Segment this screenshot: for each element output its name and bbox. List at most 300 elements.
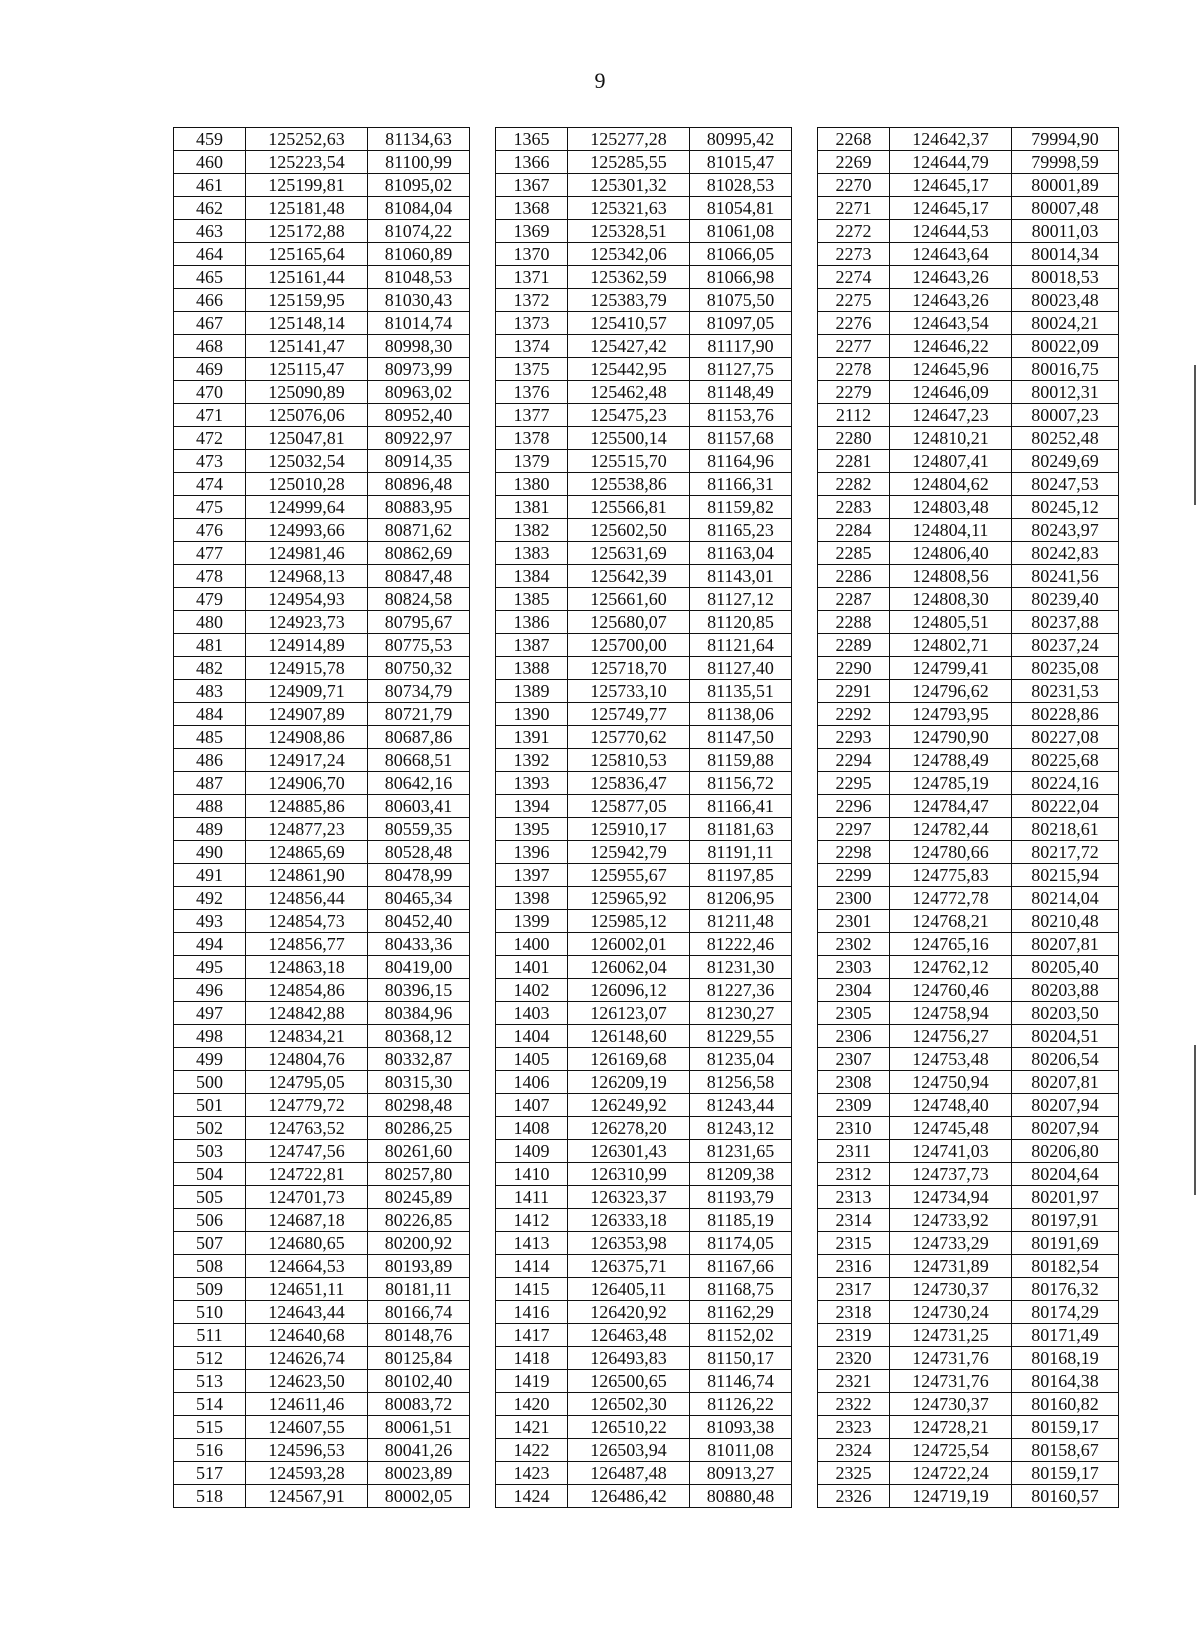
group-3-y-coordinate: 80215,94 (1012, 864, 1119, 887)
group-3-y-coordinate: 80241,56 (1012, 565, 1119, 588)
group-2-y-coordinate: 81152,02 (690, 1324, 792, 1347)
column-gap (470, 496, 496, 519)
table-row (174, 1163, 1119, 1186)
group-1-x-coordinate: 125181,48 (246, 197, 368, 220)
group-1-point-number: 481 (174, 634, 246, 657)
group-1-x-coordinate: 124854,86 (246, 979, 368, 1002)
group-1-point-number: 495 (174, 956, 246, 979)
group-1-point-number: 477 (174, 542, 246, 565)
group-3-point-number: 2294 (818, 749, 890, 772)
group-2-x-coordinate: 126096,12 (568, 979, 690, 1002)
column-gap (792, 1186, 818, 1209)
column-gap (470, 611, 496, 634)
group-2-x-coordinate: 125942,79 (568, 841, 690, 864)
group-3-x-coordinate: 124642,37 (890, 128, 1012, 151)
group-3-point-number: 2322 (818, 1393, 890, 1416)
group-3-point-number: 2290 (818, 657, 890, 680)
column-gap (470, 1301, 496, 1324)
column-gap (470, 312, 496, 335)
group-3-y-coordinate: 80160,82 (1012, 1393, 1119, 1416)
group-2-point-number: 1420 (496, 1393, 568, 1416)
group-1-y-coordinate: 80125,84 (368, 1347, 470, 1370)
group-3-point-number: 2318 (818, 1301, 890, 1324)
group-3-y-coordinate: 80237,24 (1012, 634, 1119, 657)
group-2-y-coordinate: 81229,55 (690, 1025, 792, 1048)
group-1-point-number: 484 (174, 703, 246, 726)
group-3-x-coordinate: 124793,95 (890, 703, 1012, 726)
column-gap (470, 565, 496, 588)
group-1-x-coordinate: 124915,78 (246, 657, 368, 680)
group-1-x-coordinate: 124856,44 (246, 887, 368, 910)
group-3-point-number: 2304 (818, 979, 890, 1002)
group-2-x-coordinate: 125362,59 (568, 266, 690, 289)
group-3-y-coordinate: 80228,86 (1012, 703, 1119, 726)
table-row (174, 358, 1119, 381)
group-1-x-coordinate: 124906,70 (246, 772, 368, 795)
group-2-point-number: 1404 (496, 1025, 568, 1048)
group-3-x-coordinate: 124731,76 (890, 1370, 1012, 1393)
table-row (174, 473, 1119, 496)
group-2-x-coordinate: 125836,47 (568, 772, 690, 795)
group-3-y-coordinate: 80012,31 (1012, 381, 1119, 404)
column-gap (792, 634, 818, 657)
group-2-x-coordinate: 125442,95 (568, 358, 690, 381)
group-3-y-coordinate: 80205,40 (1012, 956, 1119, 979)
group-1-point-number: 497 (174, 1002, 246, 1025)
group-2-y-coordinate: 81162,29 (690, 1301, 792, 1324)
column-gap (470, 1163, 496, 1186)
group-2-x-coordinate: 126486,42 (568, 1485, 690, 1508)
group-2-y-coordinate: 81011,08 (690, 1439, 792, 1462)
group-2-x-coordinate: 125277,28 (568, 128, 690, 151)
group-2-point-number: 1398 (496, 887, 568, 910)
group-1-y-coordinate: 80368,12 (368, 1025, 470, 1048)
group-3-x-coordinate: 124758,94 (890, 1002, 1012, 1025)
column-gap (792, 910, 818, 933)
group-1-y-coordinate: 80083,72 (368, 1393, 470, 1416)
group-3-y-coordinate: 80239,40 (1012, 588, 1119, 611)
column-gap (470, 473, 496, 496)
group-1-x-coordinate: 124763,52 (246, 1117, 368, 1140)
column-gap (792, 795, 818, 818)
group-3-point-number: 2321 (818, 1370, 890, 1393)
group-1-y-coordinate: 80166,74 (368, 1301, 470, 1324)
group-2-y-coordinate: 81206,95 (690, 887, 792, 910)
group-1-x-coordinate: 124779,72 (246, 1094, 368, 1117)
group-2-point-number: 1384 (496, 565, 568, 588)
group-3-y-coordinate: 80245,12 (1012, 496, 1119, 519)
column-gap (792, 1002, 818, 1025)
table-row (174, 933, 1119, 956)
column-gap (792, 151, 818, 174)
group-2-point-number: 1371 (496, 266, 568, 289)
group-2-point-number: 1390 (496, 703, 568, 726)
group-2-point-number: 1412 (496, 1209, 568, 1232)
column-gap (792, 473, 818, 496)
column-gap (470, 174, 496, 197)
group-1-x-coordinate: 125165,64 (246, 243, 368, 266)
group-3-point-number: 2279 (818, 381, 890, 404)
group-2-point-number: 1387 (496, 634, 568, 657)
group-2-point-number: 1392 (496, 749, 568, 772)
group-2-x-coordinate: 125342,06 (568, 243, 690, 266)
table-row (174, 404, 1119, 427)
table-row (174, 1094, 1119, 1117)
column-gap (792, 128, 818, 151)
group-3-point-number: 2276 (818, 312, 890, 335)
group-1-point-number: 502 (174, 1117, 246, 1140)
group-3-y-coordinate: 80014,34 (1012, 243, 1119, 266)
column-gap (792, 818, 818, 841)
group-3-x-coordinate: 124647,23 (890, 404, 1012, 427)
group-1-y-coordinate: 80433,36 (368, 933, 470, 956)
group-3-x-coordinate: 124804,62 (890, 473, 1012, 496)
column-gap (470, 1232, 496, 1255)
group-1-y-coordinate: 80465,34 (368, 887, 470, 910)
group-3-y-coordinate: 80007,48 (1012, 197, 1119, 220)
group-3-x-coordinate: 124808,56 (890, 565, 1012, 588)
group-2-point-number: 1416 (496, 1301, 568, 1324)
group-1-point-number: 509 (174, 1278, 246, 1301)
group-1-x-coordinate: 124593,28 (246, 1462, 368, 1485)
group-3-x-coordinate: 124731,76 (890, 1347, 1012, 1370)
group-2-point-number: 1380 (496, 473, 568, 496)
group-2-point-number: 1388 (496, 657, 568, 680)
margin-line (1194, 1045, 1196, 1195)
table-row (174, 726, 1119, 749)
group-1-y-coordinate: 80148,76 (368, 1324, 470, 1347)
group-2-y-coordinate: 81135,51 (690, 680, 792, 703)
group-1-y-coordinate: 80419,00 (368, 956, 470, 979)
group-2-y-coordinate: 81256,58 (690, 1071, 792, 1094)
group-2-point-number: 1394 (496, 795, 568, 818)
group-1-x-coordinate: 124954,93 (246, 588, 368, 611)
column-gap (470, 335, 496, 358)
table-row (174, 427, 1119, 450)
group-1-point-number: 480 (174, 611, 246, 634)
group-1-x-coordinate: 124664,53 (246, 1255, 368, 1278)
group-2-x-coordinate: 126502,30 (568, 1393, 690, 1416)
group-1-point-number: 498 (174, 1025, 246, 1048)
column-gap (470, 657, 496, 680)
group-3-y-coordinate: 80159,17 (1012, 1462, 1119, 1485)
group-3-x-coordinate: 124772,78 (890, 887, 1012, 910)
group-3-x-coordinate: 124728,21 (890, 1416, 1012, 1439)
group-1-point-number: 499 (174, 1048, 246, 1071)
group-1-y-coordinate: 81048,53 (368, 266, 470, 289)
group-1-x-coordinate: 124885,86 (246, 795, 368, 818)
column-gap (792, 404, 818, 427)
group-1-point-number: 487 (174, 772, 246, 795)
column-gap (792, 588, 818, 611)
table-row (174, 979, 1119, 1002)
table-row (174, 1232, 1119, 1255)
group-1-point-number: 474 (174, 473, 246, 496)
group-1-x-coordinate: 124854,73 (246, 910, 368, 933)
group-1-x-coordinate: 124795,05 (246, 1071, 368, 1094)
group-2-y-coordinate: 81166,41 (690, 795, 792, 818)
table-row (174, 542, 1119, 565)
group-2-y-coordinate: 81066,98 (690, 266, 792, 289)
group-1-point-number: 493 (174, 910, 246, 933)
column-gap (792, 1462, 818, 1485)
column-gap (792, 772, 818, 795)
group-1-point-number: 516 (174, 1439, 246, 1462)
group-1-y-coordinate: 81014,74 (368, 312, 470, 335)
group-3-point-number: 2298 (818, 841, 890, 864)
group-1-point-number: 513 (174, 1370, 246, 1393)
group-3-point-number: 2274 (818, 266, 890, 289)
group-3-x-coordinate: 124803,48 (890, 496, 1012, 519)
group-3-y-coordinate: 80023,48 (1012, 289, 1119, 312)
column-gap (470, 979, 496, 1002)
group-1-x-coordinate: 124623,50 (246, 1370, 368, 1393)
group-1-point-number: 469 (174, 358, 246, 381)
group-1-x-coordinate: 125172,88 (246, 220, 368, 243)
group-1-y-coordinate: 80775,53 (368, 634, 470, 657)
table-row (174, 1186, 1119, 1209)
group-1-x-coordinate: 125148,14 (246, 312, 368, 335)
group-2-x-coordinate: 125475,23 (568, 404, 690, 427)
group-3-y-coordinate: 80252,48 (1012, 427, 1119, 450)
group-3-y-coordinate: 80207,81 (1012, 933, 1119, 956)
group-1-y-coordinate: 80384,96 (368, 1002, 470, 1025)
group-3-x-coordinate: 124775,83 (890, 864, 1012, 887)
group-2-x-coordinate: 126123,07 (568, 1002, 690, 1025)
group-3-point-number: 2323 (818, 1416, 890, 1439)
group-3-x-coordinate: 124805,51 (890, 611, 1012, 634)
column-gap (470, 1462, 496, 1485)
group-2-y-coordinate: 81028,53 (690, 174, 792, 197)
group-1-y-coordinate: 80896,48 (368, 473, 470, 496)
group-1-y-coordinate: 80883,95 (368, 496, 470, 519)
group-3-x-coordinate: 124784,47 (890, 795, 1012, 818)
column-gap (470, 726, 496, 749)
group-2-y-coordinate: 81097,05 (690, 312, 792, 335)
group-1-y-coordinate: 80396,15 (368, 979, 470, 1002)
group-2-x-coordinate: 126510,22 (568, 1416, 690, 1439)
group-1-x-coordinate: 124804,76 (246, 1048, 368, 1071)
group-3-x-coordinate: 124780,66 (890, 841, 1012, 864)
group-1-x-coordinate: 124842,88 (246, 1002, 368, 1025)
table-row (174, 749, 1119, 772)
group-2-x-coordinate: 125500,14 (568, 427, 690, 450)
group-2-x-coordinate: 125321,63 (568, 197, 690, 220)
group-3-point-number: 2307 (818, 1048, 890, 1071)
group-1-y-coordinate: 80847,48 (368, 565, 470, 588)
group-3-x-coordinate: 124768,21 (890, 910, 1012, 933)
group-3-point-number: 2270 (818, 174, 890, 197)
group-2-x-coordinate: 126062,04 (568, 956, 690, 979)
group-1-point-number: 488 (174, 795, 246, 818)
column-gap (792, 749, 818, 772)
group-3-point-number: 2285 (818, 542, 890, 565)
group-3-y-coordinate: 80217,72 (1012, 841, 1119, 864)
group-3-x-coordinate: 124643,54 (890, 312, 1012, 335)
group-2-x-coordinate: 125700,00 (568, 634, 690, 657)
group-1-point-number: 515 (174, 1416, 246, 1439)
group-3-point-number: 2112 (818, 404, 890, 427)
group-1-point-number: 511 (174, 1324, 246, 1347)
group-2-point-number: 1424 (496, 1485, 568, 1508)
group-1-point-number: 466 (174, 289, 246, 312)
column-gap (470, 1002, 496, 1025)
group-3-point-number: 2275 (818, 289, 890, 312)
group-3-x-coordinate: 124748,40 (890, 1094, 1012, 1117)
column-gap (470, 1347, 496, 1370)
group-2-x-coordinate: 126487,48 (568, 1462, 690, 1485)
column-gap (470, 220, 496, 243)
group-3-point-number: 2297 (818, 818, 890, 841)
column-gap (792, 956, 818, 979)
group-2-x-coordinate: 125602,50 (568, 519, 690, 542)
group-2-y-coordinate: 81193,79 (690, 1186, 792, 1209)
group-3-y-coordinate: 80235,08 (1012, 657, 1119, 680)
group-3-y-coordinate: 80227,08 (1012, 726, 1119, 749)
column-gap (792, 611, 818, 634)
column-gap (470, 1094, 496, 1117)
group-2-point-number: 1423 (496, 1462, 568, 1485)
group-3-y-coordinate: 80022,09 (1012, 335, 1119, 358)
group-2-y-coordinate: 81227,36 (690, 979, 792, 1002)
group-2-x-coordinate: 125285,55 (568, 151, 690, 174)
column-gap (470, 818, 496, 841)
column-gap (792, 726, 818, 749)
group-2-y-coordinate: 81168,75 (690, 1278, 792, 1301)
group-3-y-coordinate: 80197,91 (1012, 1209, 1119, 1232)
group-1-y-coordinate: 80261,60 (368, 1140, 470, 1163)
group-2-x-coordinate: 125515,70 (568, 450, 690, 473)
group-2-point-number: 1396 (496, 841, 568, 864)
group-1-x-coordinate: 124687,18 (246, 1209, 368, 1232)
group-2-point-number: 1419 (496, 1370, 568, 1393)
group-1-x-coordinate: 124607,55 (246, 1416, 368, 1439)
group-3-x-coordinate: 124644,53 (890, 220, 1012, 243)
column-gap (470, 634, 496, 657)
group-3-y-coordinate: 80204,64 (1012, 1163, 1119, 1186)
group-1-x-coordinate: 124722,81 (246, 1163, 368, 1186)
column-gap (470, 243, 496, 266)
column-gap (470, 1117, 496, 1140)
group-2-y-coordinate: 80913,27 (690, 1462, 792, 1485)
group-2-y-coordinate: 81159,88 (690, 749, 792, 772)
group-1-x-coordinate: 124865,69 (246, 841, 368, 864)
table-row (174, 266, 1119, 289)
group-2-point-number: 1403 (496, 1002, 568, 1025)
column-gap (792, 1071, 818, 1094)
column-gap (470, 1393, 496, 1416)
group-2-point-number: 1375 (496, 358, 568, 381)
group-3-point-number: 2292 (818, 703, 890, 726)
table-row (174, 1370, 1119, 1393)
group-1-point-number: 508 (174, 1255, 246, 1278)
group-2-y-coordinate: 81127,12 (690, 588, 792, 611)
group-2-x-coordinate: 126333,18 (568, 1209, 690, 1232)
group-3-point-number: 2313 (818, 1186, 890, 1209)
group-2-point-number: 1376 (496, 381, 568, 404)
group-1-x-coordinate: 124908,86 (246, 726, 368, 749)
group-1-x-coordinate: 124907,89 (246, 703, 368, 726)
table-row (174, 220, 1119, 243)
group-3-x-coordinate: 124733,29 (890, 1232, 1012, 1255)
group-1-x-coordinate: 125090,89 (246, 381, 368, 404)
group-1-y-coordinate: 81100,99 (368, 151, 470, 174)
group-3-y-coordinate: 80011,03 (1012, 220, 1119, 243)
group-1-y-coordinate: 80973,99 (368, 358, 470, 381)
group-2-x-coordinate: 125383,79 (568, 289, 690, 312)
table-row (174, 887, 1119, 910)
group-1-y-coordinate: 80332,87 (368, 1048, 470, 1071)
group-2-point-number: 1369 (496, 220, 568, 243)
group-2-y-coordinate: 81120,85 (690, 611, 792, 634)
group-3-point-number: 2286 (818, 565, 890, 588)
margin-line (1194, 365, 1196, 505)
group-2-y-coordinate: 81231,65 (690, 1140, 792, 1163)
group-3-point-number: 2269 (818, 151, 890, 174)
group-3-point-number: 2311 (818, 1140, 890, 1163)
group-1-y-coordinate: 81095,02 (368, 174, 470, 197)
group-2-y-coordinate: 81127,40 (690, 657, 792, 680)
group-3-point-number: 2309 (818, 1094, 890, 1117)
group-3-x-coordinate: 124643,26 (890, 289, 1012, 312)
group-2-x-coordinate: 126353,98 (568, 1232, 690, 1255)
column-gap (792, 979, 818, 1002)
group-1-y-coordinate: 80922,97 (368, 427, 470, 450)
group-2-point-number: 1368 (496, 197, 568, 220)
group-2-x-coordinate: 126278,20 (568, 1117, 690, 1140)
group-1-x-coordinate: 125159,95 (246, 289, 368, 312)
column-gap (792, 1416, 818, 1439)
group-1-x-coordinate: 125252,63 (246, 128, 368, 151)
table-row (174, 864, 1119, 887)
group-1-point-number: 462 (174, 197, 246, 220)
group-2-x-coordinate: 126503,94 (568, 1439, 690, 1462)
group-1-point-number: 501 (174, 1094, 246, 1117)
group-3-x-coordinate: 124782,44 (890, 818, 1012, 841)
group-1-point-number: 504 (174, 1163, 246, 1186)
table-row (174, 1140, 1119, 1163)
group-2-y-coordinate: 81117,90 (690, 335, 792, 358)
group-2-y-coordinate: 81185,19 (690, 1209, 792, 1232)
table-row (174, 1324, 1119, 1347)
group-2-y-coordinate: 81147,50 (690, 726, 792, 749)
group-3-point-number: 2273 (818, 243, 890, 266)
table-row (174, 335, 1119, 358)
group-1-y-coordinate: 80245,89 (368, 1186, 470, 1209)
column-gap (792, 335, 818, 358)
group-3-point-number: 2300 (818, 887, 890, 910)
group-3-y-coordinate: 80210,48 (1012, 910, 1119, 933)
group-2-x-coordinate: 126310,99 (568, 1163, 690, 1186)
group-1-y-coordinate: 80286,25 (368, 1117, 470, 1140)
table-row (174, 680, 1119, 703)
group-2-x-coordinate: 126169,68 (568, 1048, 690, 1071)
group-3-point-number: 2317 (818, 1278, 890, 1301)
table-row (174, 1278, 1119, 1301)
group-1-point-number: 486 (174, 749, 246, 772)
column-gap (792, 358, 818, 381)
group-3-y-coordinate: 80207,81 (1012, 1071, 1119, 1094)
group-3-y-coordinate: 80206,54 (1012, 1048, 1119, 1071)
group-1-point-number: 512 (174, 1347, 246, 1370)
group-1-y-coordinate: 80559,35 (368, 818, 470, 841)
group-2-point-number: 1397 (496, 864, 568, 887)
group-1-point-number: 483 (174, 680, 246, 703)
group-1-point-number: 496 (174, 979, 246, 1002)
group-1-x-coordinate: 124680,65 (246, 1232, 368, 1255)
group-2-y-coordinate: 80995,42 (690, 128, 792, 151)
group-1-x-coordinate: 124834,21 (246, 1025, 368, 1048)
